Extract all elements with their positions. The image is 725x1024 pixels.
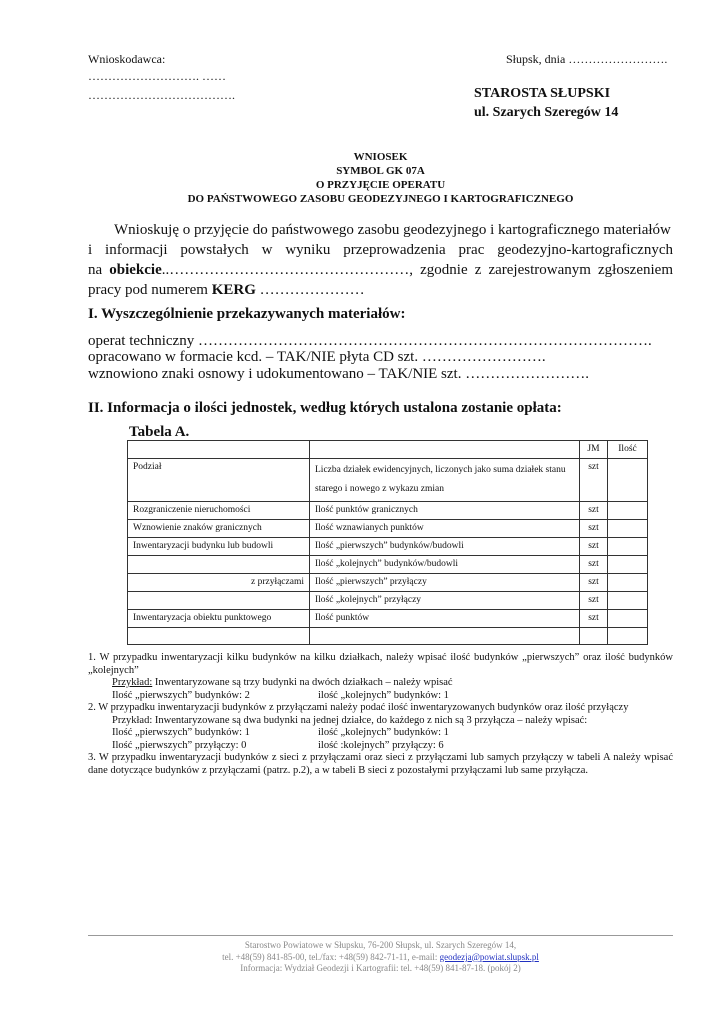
intro-line-3: [88, 260, 673, 280]
table-a: [127, 440, 648, 645]
notes: [88, 652, 673, 777]
table-cell-quantity[interactable]: [608, 459, 648, 502]
footer-line-2: [88, 952, 673, 964]
applicant-label: Wnioskodawca:: [88, 52, 166, 66]
table-cell-category: [128, 628, 310, 645]
section-1-heading: I. Wyszczególnienie przekazywanych materiałów:: [88, 306, 406, 322]
intro-object-label: obiekcie: [109, 262, 162, 278]
table-cell-quantity[interactable]: [608, 502, 648, 520]
table-cell-quantity[interactable]: [608, 628, 648, 645]
note-1-example-text: Inwentaryzowane są trzy budynki na dwóch działkach – należy wpisać: [152, 677, 453, 688]
note-2: 2. W przypadku inwentaryzacji budynków z przyłączami należy podać ilość inwentaryzowanych budynków oraz ilość przyłączy: [88, 702, 629, 713]
table-cell-description: Ilość wznawianych punktów: [310, 520, 580, 538]
title-line-4: DO PAŃSTWOWEGO ZASOBU GEODEZYJNEGO I KARTOGRAFICZNEGO: [187, 193, 574, 205]
note-1-value-a: Ilość „pierwszych” budynków: 2: [112, 689, 250, 701]
recipient-name: STAROSTA SŁUPSKI: [474, 86, 611, 101]
table-header-cell: JM: [580, 441, 608, 459]
table-a-label: Tabela A.: [129, 424, 190, 440]
table-cell-unit: szt: [580, 610, 608, 628]
table-cell-category: Wznowienie znaków granicznych: [128, 520, 310, 538]
table-row: [128, 538, 648, 556]
intro-line-2: i informacji powstałych w wyniku przeprowadzenia prac geodezyjno-kartograficznych: [88, 242, 673, 258]
table-cell-description: Ilość „kolejnych” przyłączy: [310, 592, 580, 610]
table-header-cell: [310, 441, 580, 459]
table-row: [128, 628, 648, 645]
note-1-values: [88, 690, 673, 703]
note-1-value-b: ilość „kolejnych” budynków: 1: [318, 689, 449, 701]
intro-kerg-label: KERG: [211, 282, 256, 298]
note-2-value-a1: Ilość „pierwszych” budynków: 1: [112, 727, 250, 738]
intro-line-1: Wnioskuję o przyjęcie do państwowego zasobu geodezyjnego i kartograficznego materiałów: [114, 222, 671, 238]
table-cell-unit: [580, 628, 608, 645]
footer-email-link[interactable]: geodezja@powiat.slupsk.pl: [439, 951, 539, 962]
table-row: [128, 556, 648, 574]
table-header-row: [128, 441, 648, 459]
table-row: [128, 574, 648, 592]
table-cell-unit: szt: [580, 538, 608, 556]
footer-line-1: Starostwo Powiatowe w Słupsku, 76-200 Słupsk, ul. Szarych Szeregów 14,: [244, 940, 517, 950]
section-1-line-1: operat techniczny ……………………………………………………………………………….: [88, 333, 652, 349]
note-1: 1. W przypadku inwentaryzacji kilku budynków na kilku działkach, należy wpisać ilość budynków „pierwszych” oraz ilość budynków „kolejnych”: [88, 652, 673, 676]
title-line-1: WNIOSEK: [353, 151, 408, 163]
intro-line-3-rest: ..…………………………………………, zgodnie z zarejestrowanym zgłoszeniem: [161, 262, 673, 278]
table-cell-description: Ilość „kolejnych” budynków/budowli: [310, 556, 580, 574]
applicant-line-1: ………………………. ……: [88, 69, 226, 83]
section-1-line-2: opracowano w formacie kcd. – TAK/NIE płyta CD szt. …………………….: [88, 349, 546, 365]
note-2-example: Przykład: Inwentaryzowane są dwa budynki na jednej działce, do każdego z nich są 3 przyłącza – należy wpisać:: [112, 714, 588, 726]
note-3: 3. W przypadku inwentaryzacji budynków z sieci z przyłączami oraz sieci z przyłączami lub samych przyłączy w tabeli A należy wpisać dane dotyczące budynków z przyłączami (patrz. p.2), a w tabeli B sieci z pozostałymi przyłączami lub same przyłącza.: [88, 752, 673, 776]
note-1-example-label: Przykład:: [112, 677, 153, 688]
footer-line-3: Informacja: Wydział Geodezji i Kartografii: tel. +48(59) 841-87-18. (pokój 2): [240, 963, 521, 973]
footer-contact: tel. +48(59) 841-85-00, tel./fax: +48(59) 842-71-11, e-mail:: [222, 951, 440, 962]
note-2-values-1: [88, 727, 673, 740]
table-row: [128, 592, 648, 610]
recipient-address: ul. Szarych Szeregów 14: [474, 105, 619, 120]
table-cell-quantity[interactable]: [608, 592, 648, 610]
note-2-value-a2: Ilość „pierwszych” przyłączy: 0: [112, 739, 247, 751]
table-cell-category: Inwentaryzacja obiektu punktowego: [128, 610, 310, 628]
table-row: [128, 502, 648, 520]
table-cell-category: [128, 592, 310, 610]
table-cell-description: Ilość punktów granicznych: [310, 502, 580, 520]
section-2-heading: II. Informacja o ilości jednostek, według których ustalona zostanie opłata:: [88, 400, 562, 416]
title-line-2: SYMBOL GK 07A: [336, 165, 425, 177]
table-cell-quantity[interactable]: [608, 556, 648, 574]
title-line-3: O PRZYJĘCIE OPERATU: [315, 179, 446, 191]
table-cell-unit: szt: [580, 592, 608, 610]
table-cell-category: Inwentaryzacji budynku lub budowli: [128, 538, 310, 556]
intro-line-4-rest: …………………: [255, 282, 365, 298]
table-cell-quantity[interactable]: [608, 538, 648, 556]
table-header-cell: [128, 441, 310, 459]
table-cell-category: [128, 556, 310, 574]
document-title: [88, 150, 673, 206]
table-cell-quantity[interactable]: [608, 520, 648, 538]
table-cell-unit: szt: [580, 502, 608, 520]
note-2-value-b2: ilość :kolejnych” przyłączy: 6: [318, 739, 444, 751]
table-header-cell: Ilość: [608, 441, 648, 459]
table-cell-quantity[interactable]: [608, 610, 648, 628]
table-cell-unit: szt: [580, 459, 608, 502]
footer: [88, 940, 673, 975]
note-2-values-2: [88, 740, 673, 753]
table-cell-description: [310, 628, 580, 645]
table-cell-description: Ilość „pierwszych” budynków/budowli: [310, 538, 580, 556]
table-cell-category: z przyłączami: [128, 574, 310, 592]
intro-line-4: [88, 280, 673, 300]
table-cell-description: Ilość „pierwszych” przyłączy: [310, 574, 580, 592]
table-row: [128, 520, 648, 538]
intro-paragraph: [88, 220, 673, 300]
table-cell-description: Liczba działek ewidencyjnych, liczonych jako suma działek stanu starego i nowego z wykazu zmian: [310, 459, 580, 502]
place-date: Słupsk, dnia …………………….: [506, 52, 668, 66]
table-cell-unit: szt: [580, 556, 608, 574]
table-cell-category: Rozgraniczenie nieruchomości: [128, 502, 310, 520]
intro-line-3-prefix: na: [88, 262, 110, 278]
note-1-example: [88, 677, 673, 690]
table-row: [128, 610, 648, 628]
footer-divider: [88, 935, 673, 936]
table-cell-quantity[interactable]: [608, 574, 648, 592]
applicant-line-2: ……………………………….: [88, 88, 235, 102]
note-2-value-b1: ilość „kolejnych” budynków: 1: [318, 727, 449, 738]
table-cell-unit: szt: [580, 574, 608, 592]
section-1-line-3: wznowiono znaki osnowy i udokumentowano – TAK/NIE szt. …………………….: [88, 366, 589, 382]
table-cell-unit: szt: [580, 520, 608, 538]
table-row: [128, 459, 648, 502]
table-cell-description: Ilość punktów: [310, 610, 580, 628]
intro-line-4-prefix: pracy pod numerem: [88, 282, 212, 298]
table-cell-category: Podział: [128, 459, 310, 502]
